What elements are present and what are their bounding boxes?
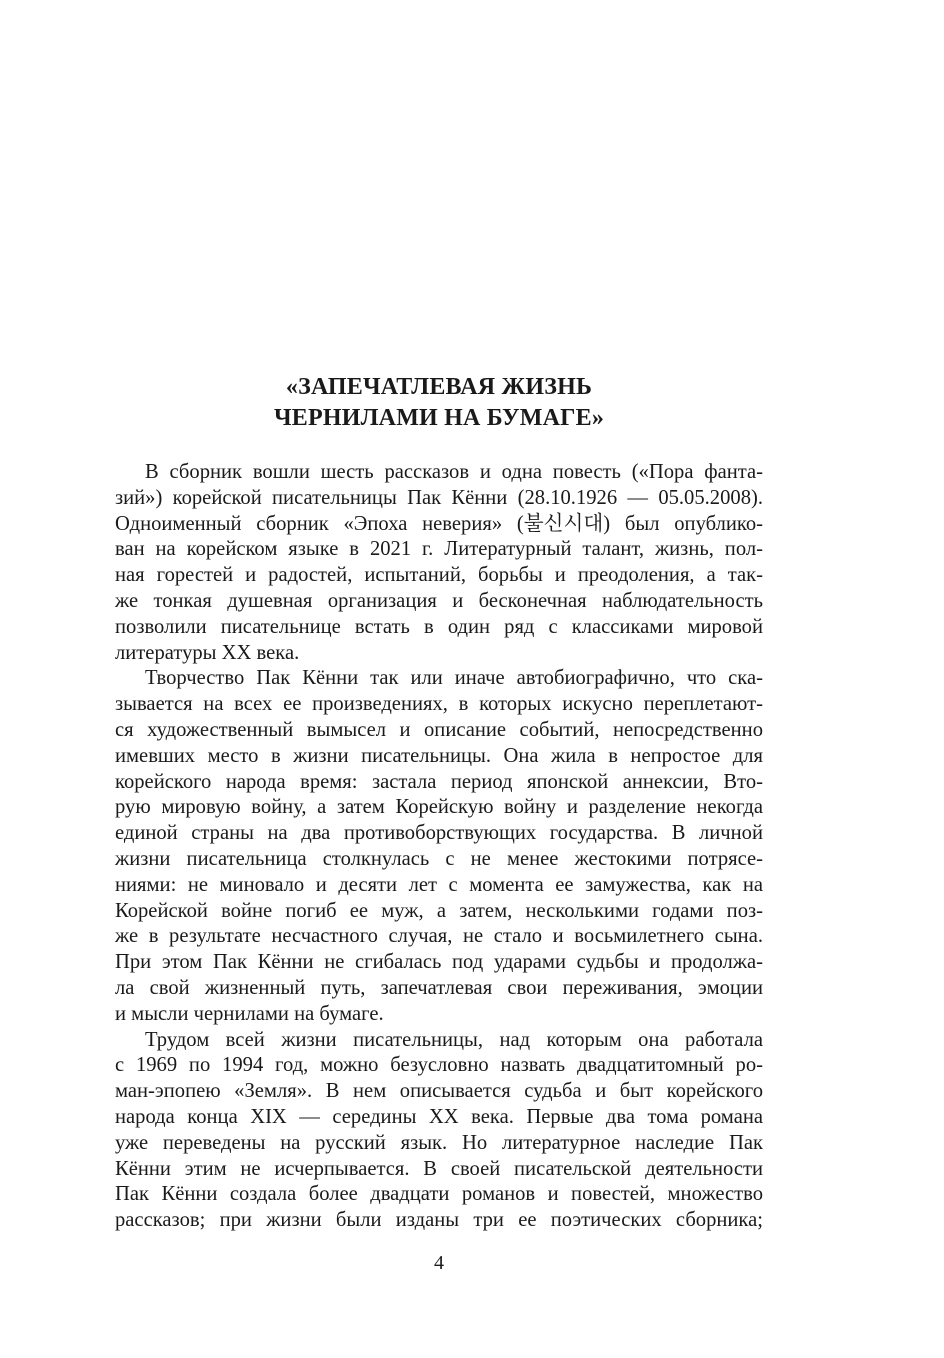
text-line: ла свой жизненный путь, запечатлевая свои переживания, эмоции [115,976,763,999]
text-line: ван на корейском языке в 2021 г. Литературный талант, жизнь, пол- [115,538,763,561]
text-line: литературы ХХ века. [115,641,300,664]
text-line: позволили писательнице встать в один ряд с классиками мировой [115,615,763,638]
page-number: 4 [434,1252,444,1274]
text-line: ся художественный вымысел и описание событий, непосредственно [115,718,763,741]
text-line: жизни писательница столкнулась с не менее жестокими потрясе- [115,847,763,870]
text-line: Кённи этим не исчерпывается. В своей писательской деятельности [115,1157,763,1180]
text-line: ная горестей и радостей, испытаний, борьбы и преодоления, а так- [115,564,763,587]
text-line: Творчество Пак Кённи так или иначе автобиографично, что ска- [145,667,763,690]
paragraph-3 [115,1028,763,1234]
paragraph-1 [115,460,763,666]
text-line: же тонкая душевная организация и бесконечная наблюдательность [115,589,763,612]
text-line: имевших место в жизни писательницы. Она жила в непростое для [115,744,763,767]
paragraph-2 [115,666,763,1027]
text-line: ниями: не миновало и десяти лет с момента ее замужества, как на [115,873,763,896]
text-line: рую мировую войну, а затем Корейскую войну и разделение некогда [115,796,763,819]
text-line: уже переведены на русский язык. Но литературное наследие Пак [115,1131,763,1154]
chapter-heading-line-1: «ЗАПЕЧАТЛЕВАЯ ЖИЗНЬ [285,374,593,400]
text-line: В сборник вошли шесть рассказов и одна повесть («Пора фанта- [145,461,763,483]
text-line: и мысли чернилами на бумаге. [115,1002,384,1025]
text-line: с 1969 по 1994 год, можно безусловно назвать двадцатитомный ро- [115,1054,763,1077]
text-line: Корейской войне погиб ее муж, а затем, несколькими годами поз- [115,899,763,922]
text-line: Пак Кённи создала более двадцати романов и повестей, множество [115,1183,763,1206]
text-line: же в результате несчастного случая, не стало и восьмилетнего сына. [115,925,763,948]
text-line: зывается на всех ее произведениях, в которых искусно переплетают- [115,693,763,716]
text-line: корейского народа время: застала период японской аннексии, Вто- [115,770,763,793]
text-line: народа конца XIX — середины ХХ века. Первые два тома романа [115,1105,763,1128]
chapter-heading [115,372,763,434]
text-line: При этом Пак Кённи не сгибалась под ударами судьбы и продолжа- [115,951,763,974]
text-line: Одноименный сборник «Эпоха неверия» (불신시대) был опублико- [115,512,763,535]
text-line: единой страны на два противоборствующих государства. В личной [115,822,763,845]
text-line: рассказов; при жизни были изданы три ее поэтических сборника; [115,1209,763,1232]
text-line: Трудом всей жизни писательницы, над которым она работала [145,1028,763,1051]
body-text [115,460,763,1234]
chapter-heading-line-2: ЧЕРНИЛАМИ НА БУМАГЕ» [273,405,605,431]
text-line: зий») корейской писательницы Пак Кённи (28.10.1926 — 05.05.2008). [115,486,763,509]
text-line: ман-эпопею «Земля». В нем описывается судьба и быт корейского [115,1080,763,1103]
